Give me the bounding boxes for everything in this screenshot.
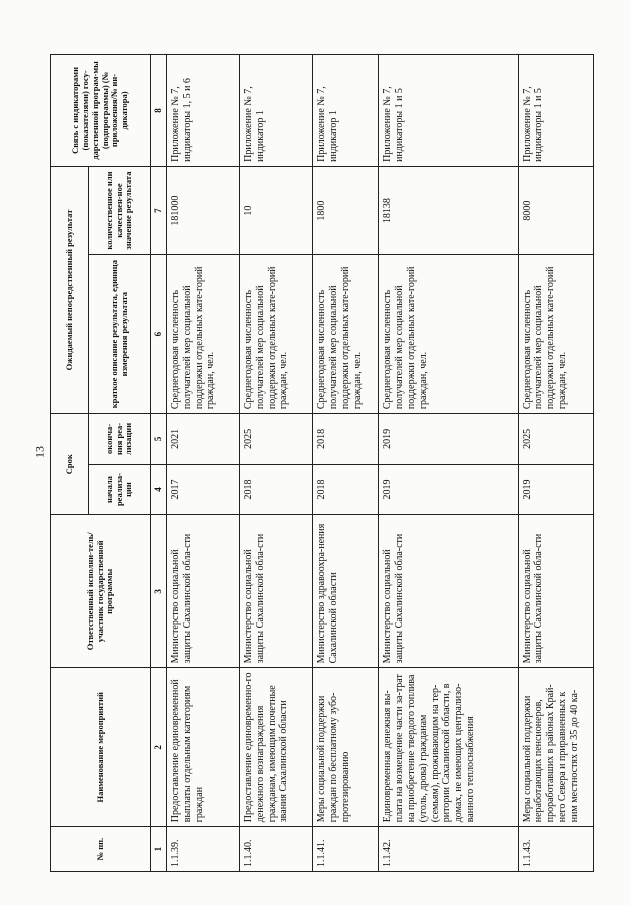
header-start: начала реализа-ции bbox=[89, 464, 151, 515]
column-number: 8 bbox=[151, 55, 167, 167]
column-number: 2 bbox=[151, 668, 167, 827]
cell-result-description: Среднегодовая численность получателей мер социальной поддержки отдельных кате-горий граждан, чел. bbox=[313, 255, 379, 414]
header-responsible: Ответственный исполни-тель/участник государственной программы bbox=[51, 515, 151, 668]
table-row bbox=[379, 55, 518, 872]
cell-indicator-link: Приложение № 7, индикатор 1 bbox=[240, 55, 313, 167]
cell-result-quantity: 8000 bbox=[518, 166, 593, 254]
header-name: Наименование мероприятий bbox=[51, 668, 151, 827]
cell-result-quantity: 10 bbox=[240, 166, 313, 254]
cell-indicator-link: Приложение № 7, индикатор 1 bbox=[313, 55, 379, 167]
cell-name: Меры социальной поддержки неработающих пенсионеров, проработавших в районах Край-него Севера и приравненных к ним местностях от 35 до 40 ка- bbox=[518, 668, 593, 827]
cell-start: 2018 bbox=[313, 464, 379, 515]
cell-result-quantity: 18138 bbox=[379, 166, 518, 254]
header-result-quantity: количественное или качествен-ное значение результата bbox=[89, 166, 151, 254]
table-row bbox=[240, 55, 313, 872]
cell-no: 1.1.42. bbox=[379, 827, 518, 872]
cell-no: 1.1.43. bbox=[518, 827, 593, 872]
cell-name: Меры социальной поддержки граждан по бесплатному зубо-протезированию bbox=[313, 668, 379, 827]
header-term: Срок bbox=[51, 414, 89, 515]
column-number: 3 bbox=[151, 515, 167, 668]
cell-start: 2017 bbox=[167, 464, 240, 515]
cell-result-description: Среднегодовая численность получателей мер социальной поддержки отдельных кате-горий граждан, чел. bbox=[518, 255, 593, 414]
cell-name: Предоставление единовременно-го денежного вознаграждения гражданам, имеющим почетные звания Сахалинской области bbox=[240, 668, 313, 827]
page-number: 13 bbox=[32, 446, 47, 458]
cell-no: 1.1.39. bbox=[167, 827, 240, 872]
column-number: 6 bbox=[151, 255, 167, 414]
cell-no: 1.1.40. bbox=[240, 827, 313, 872]
rotated-table-container bbox=[50, 54, 594, 872]
cell-name: Единовременная денежная вы-плата на возмещение части за-трат на приобретение твердого топлива (уголь, дрова) гражданам (семьям), проживающим на тер-ритории Сахалинской области, в домах, не имеющих централизо-ванного теплоснабжения bbox=[379, 668, 518, 827]
cell-end: 2025 bbox=[518, 414, 593, 465]
cell-result-quantity: 181000 bbox=[167, 166, 240, 254]
cell-indicator-link: Приложение № 7, индикаторы 1, 5 и 6 bbox=[167, 55, 240, 167]
cell-responsible: Министерство социальной защиты Сахалинской обла-сти bbox=[518, 515, 593, 668]
cell-result-description: Среднегодовая численность получателей мер социальной поддержки отдельных кате-горий граждан, чел. bbox=[167, 255, 240, 414]
header-result: Ожидаемый непосредственный результат bbox=[51, 166, 89, 413]
cell-indicator-link: Приложение № 7, индикаторы 1 и 5 bbox=[518, 55, 593, 167]
table-row bbox=[167, 55, 240, 872]
table-row bbox=[313, 55, 379, 872]
column-number: 5 bbox=[151, 414, 167, 465]
cell-result-description: Среднегодовая численность получателей мер социальной поддержки отдельных кате-горий граждан, чел. bbox=[379, 255, 518, 414]
cell-start: 2018 bbox=[240, 464, 313, 515]
cell-result-description: Среднегодовая численность получателей мер социальной поддержки отдельных кате-горий граждан, чел. bbox=[240, 255, 313, 414]
cell-no: 1.1.41. bbox=[313, 827, 379, 872]
header-end: оконча-ния реа-лизации bbox=[89, 414, 151, 465]
cell-start: 2019 bbox=[379, 464, 518, 515]
cell-start: 2019 bbox=[518, 464, 593, 515]
cell-responsible: Министерство социальной защиты Сахалинской обла-сти bbox=[167, 515, 240, 668]
cell-responsible: Министерство социальной защиты Сахалинской обла-сти bbox=[379, 515, 518, 668]
measures-table bbox=[50, 54, 594, 872]
header-no: № пп. bbox=[51, 827, 151, 872]
cell-indicator-link: Приложение № 7, индикаторы 1 и 5 bbox=[379, 55, 518, 167]
column-number: 1 bbox=[151, 827, 167, 872]
cell-end: 2021 bbox=[167, 414, 240, 465]
cell-end: 2018 bbox=[313, 414, 379, 465]
cell-end: 2025 bbox=[240, 414, 313, 465]
cell-result-quantity: 1800 bbox=[313, 166, 379, 254]
cell-responsible: Министерство социальной защиты Сахалинской обла-сти bbox=[240, 515, 313, 668]
header-indicator-link: Связь с индикаторами (показателями) госу-дарственной програм-мы (подпрограммы) (№ приложения/№ ин-дикатора) bbox=[51, 55, 151, 167]
cell-end: 2019 bbox=[379, 414, 518, 465]
header-result-description: краткое описание результата, единица измерения результата bbox=[89, 255, 151, 414]
column-number: 4 bbox=[151, 464, 167, 515]
cell-name: Предоставление единовременной выплаты отдельным категориям граждан bbox=[167, 668, 240, 827]
cell-responsible: Министерство здравоохра-нения Сахалинской области bbox=[313, 515, 379, 668]
table-row bbox=[518, 55, 593, 872]
column-number: 7 bbox=[151, 166, 167, 254]
